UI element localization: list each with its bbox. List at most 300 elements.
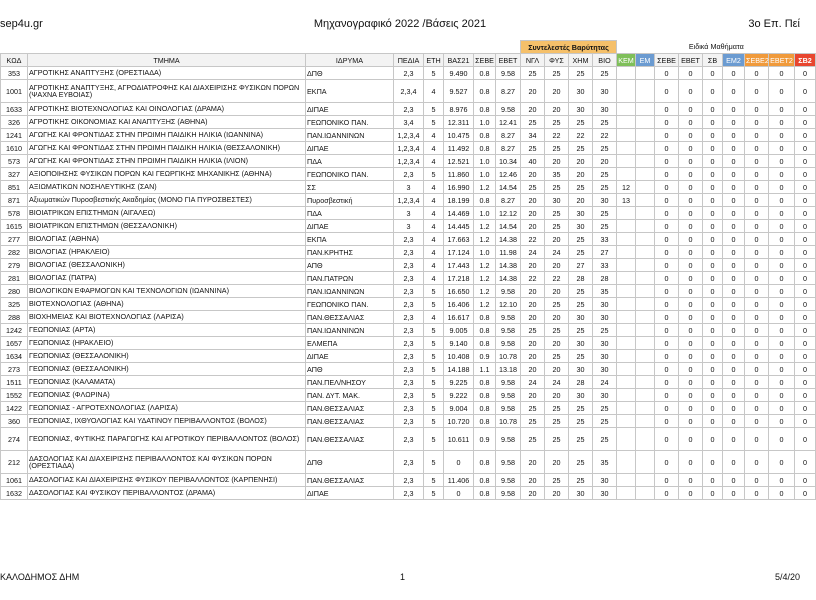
table-cell: 25 bbox=[521, 67, 545, 80]
table-cell: 20 bbox=[521, 487, 545, 500]
table-cell: 0 bbox=[703, 428, 723, 451]
table-cell: 25 bbox=[593, 415, 617, 428]
table-cell: 20 bbox=[521, 168, 545, 181]
table-cell: ΔΙΠΑΕ bbox=[306, 103, 394, 116]
table-cell: 4 bbox=[424, 194, 444, 207]
table-cell: 1.2 bbox=[474, 181, 496, 194]
table-cell bbox=[617, 246, 636, 259]
table-cell: 0 bbox=[444, 487, 474, 500]
table-cell: ΑΓΡΟΤΙΚΗΣ ΑΝΑΠΤΥΞΗΣ (ΟΡΕΣΤΙΑΔΑ) bbox=[28, 67, 306, 80]
table-cell: 0 bbox=[769, 259, 795, 272]
table-cell bbox=[636, 376, 655, 389]
table-cell: ΑΞΙΩΜΑΤΙΚΩΝ ΝΟΣΗΛΕΥΤΙΚΗΣ (ΣΑΝ) bbox=[28, 181, 306, 194]
table-cell: ΒΙΟΙΑΤΡΙΚΩΝ ΕΠΙΣΤΗΜΩΝ (ΘΕΣΣΑΛΟΝΙΚΗ) bbox=[28, 220, 306, 233]
table-cell: 0 bbox=[795, 487, 816, 500]
table-cell: 8.976 bbox=[444, 103, 474, 116]
table-cell: 5 bbox=[424, 474, 444, 487]
table-cell: ΓΕΩΠΟΝΙΑΣ (ΗΡΑΚΛΕΙΟ) bbox=[28, 337, 306, 350]
table-cell: 0 bbox=[679, 129, 703, 142]
table-cell: ΑΓΩΓΗΣ ΚΑΙ ΦΡΟΝΤΙΔΑΣ ΣΤΗΝ ΠΡΩΙΜΗ ΠΑΙΔΙΚΗ ΗΛΙΚΙΑ (ΘΕΣΣΑΛΟΝΙΚΗ) bbox=[28, 142, 306, 155]
table-cell: 8.27 bbox=[496, 129, 521, 142]
table-cell: 30 bbox=[593, 80, 617, 103]
table-cell: 25 bbox=[521, 415, 545, 428]
table-cell: 0 bbox=[679, 168, 703, 181]
table-cell: 22 bbox=[545, 272, 569, 285]
table-cell: 0 bbox=[679, 259, 703, 272]
table-cell: ΒΙΟΛΟΓΙΚΩΝ ΕΦΑΡΜΟΓΩΝ ΚΑΙ ΤΕΧΝΟΛΟΓΙΩΝ (ΙΩΑΝΝΙΝΑ) bbox=[28, 285, 306, 298]
table-cell: 0 bbox=[679, 337, 703, 350]
table-cell: 0 bbox=[745, 363, 769, 376]
table-cell: 25 bbox=[569, 116, 593, 129]
table-cell: 2,3 bbox=[394, 363, 424, 376]
table-cell: 0 bbox=[655, 487, 679, 500]
table-cell: 17.124 bbox=[444, 246, 474, 259]
table-cell: 0 bbox=[745, 298, 769, 311]
table-cell: ΒΙΟΧΗΜΕΙΑΣ ΚΑΙ ΒΙΟΤΕΧΝΟΛΟΓΙΑΣ (ΛΑΡΙΣΑ) bbox=[28, 311, 306, 324]
table-cell: 0 bbox=[745, 451, 769, 474]
table-cell: 0 bbox=[769, 233, 795, 246]
col-header: ΕΒΕΤ bbox=[496, 54, 521, 67]
table-cell: 33 bbox=[593, 233, 617, 246]
table-cell: 0 bbox=[655, 103, 679, 116]
table-cell: 0 bbox=[795, 181, 816, 194]
table-cell: 0 bbox=[723, 181, 745, 194]
footer-author: ΚΑΛΟΔΗΜΟΣ ΔΗΜ bbox=[0, 572, 80, 582]
table-cell: 0 bbox=[655, 350, 679, 363]
table-cell: 2,3 bbox=[394, 474, 424, 487]
table-cell bbox=[636, 207, 655, 220]
table-cell: 573 bbox=[1, 155, 28, 168]
table-cell: 35 bbox=[593, 451, 617, 474]
table-cell: 0 bbox=[723, 474, 745, 487]
table-cell bbox=[636, 103, 655, 116]
table-cell: 20 bbox=[521, 389, 545, 402]
table-cell: 0 bbox=[769, 142, 795, 155]
table-cell: 5 bbox=[424, 350, 444, 363]
table-cell: 0.8 bbox=[474, 474, 496, 487]
site-name: sep4u.gr bbox=[0, 18, 43, 30]
table-cell: 25 bbox=[521, 324, 545, 337]
table-cell bbox=[636, 181, 655, 194]
table-cell: ΠΑΝ.ΠΕΛ/ΝΗΣΟΥ bbox=[306, 376, 394, 389]
table-cell: 24 bbox=[545, 246, 569, 259]
weights-group-label: Συντελεστές Βαρύτητας bbox=[521, 41, 617, 54]
table-cell: ΕΛΜΕΠΑ bbox=[306, 337, 394, 350]
table-cell: 25 bbox=[545, 298, 569, 311]
table-cell bbox=[636, 389, 655, 402]
table-cell: 9.58 bbox=[496, 311, 521, 324]
table-cell: 0 bbox=[745, 389, 769, 402]
table-cell: 14.38 bbox=[496, 272, 521, 285]
table-cell: 9.490 bbox=[444, 67, 474, 80]
table-cell: 0.8 bbox=[474, 389, 496, 402]
table-cell: 12.10 bbox=[496, 298, 521, 311]
table-cell bbox=[636, 142, 655, 155]
table-cell: 0 bbox=[745, 233, 769, 246]
table-cell: 0 bbox=[745, 207, 769, 220]
table-cell: ΔΙΠΑΕ bbox=[306, 487, 394, 500]
table-cell: 0 bbox=[723, 142, 745, 155]
table-cell: 0 bbox=[655, 155, 679, 168]
table-cell: 9.58 bbox=[496, 285, 521, 298]
table-row bbox=[1, 220, 816, 233]
table-cell: ΠΔΑ bbox=[306, 155, 394, 168]
table-cell: 5 bbox=[424, 451, 444, 474]
table-cell: ΓΕΩΠΟΝΙΑΣ (ΚΑΛΑΜΑΤΑ) bbox=[28, 376, 306, 389]
table-row bbox=[1, 285, 816, 298]
table-cell: 0 bbox=[723, 298, 745, 311]
table-cell: 273 bbox=[1, 363, 28, 376]
table-cell: 0 bbox=[679, 142, 703, 155]
table-cell: 0 bbox=[795, 363, 816, 376]
table-row bbox=[1, 337, 816, 350]
table-cell: ΠΑΝ.ΠΑΤΡΩΝ bbox=[306, 272, 394, 285]
table-cell: 0.8 bbox=[474, 194, 496, 207]
table-cell: 0 bbox=[703, 259, 723, 272]
table-cell: 0 bbox=[769, 402, 795, 415]
table-cell: 0 bbox=[655, 246, 679, 259]
table-cell: 25 bbox=[569, 324, 593, 337]
table-cell: 0 bbox=[769, 181, 795, 194]
table-cell: 0 bbox=[745, 246, 769, 259]
table-cell: 0 bbox=[703, 220, 723, 233]
table-cell: 20 bbox=[545, 233, 569, 246]
table-cell: 3 bbox=[394, 220, 424, 233]
table-cell: 10.611 bbox=[444, 428, 474, 451]
table-cell: 0 bbox=[703, 181, 723, 194]
table-cell: 0 bbox=[745, 67, 769, 80]
table-cell: 25 bbox=[545, 350, 569, 363]
table-cell: ΠΑΝ.ΘΕΣΣΑΛΙΑΣ bbox=[306, 428, 394, 451]
table-cell: 18.199 bbox=[444, 194, 474, 207]
table-cell: 25 bbox=[521, 181, 545, 194]
table-cell: 10.475 bbox=[444, 129, 474, 142]
col-header: ΤΜΗΜΑ bbox=[28, 54, 306, 67]
table-cell bbox=[636, 415, 655, 428]
table-cell: 14.188 bbox=[444, 363, 474, 376]
table-cell: 30 bbox=[593, 363, 617, 376]
table-cell bbox=[636, 259, 655, 272]
table-cell: 25 bbox=[593, 67, 617, 80]
table-cell: ΔΠΘ bbox=[306, 67, 394, 80]
table-cell bbox=[636, 272, 655, 285]
table-cell: ΓΕΩΠΟΝΙΑΣ (ΑΡΤΑ) bbox=[28, 324, 306, 337]
table-cell: 1.2 bbox=[474, 233, 496, 246]
table-cell: 4 bbox=[424, 233, 444, 246]
col-header: ΧΗΜ bbox=[569, 54, 593, 67]
table-cell: 0 bbox=[679, 363, 703, 376]
table-cell: 25 bbox=[545, 324, 569, 337]
table-cell: 0 bbox=[745, 415, 769, 428]
table-cell: 16.650 bbox=[444, 285, 474, 298]
table-cell: ΠΑΝ.ΚΡΗΤΗΣ bbox=[306, 246, 394, 259]
table-cell bbox=[636, 402, 655, 415]
table-cell: 0 bbox=[703, 337, 723, 350]
table-cell: 14.38 bbox=[496, 233, 521, 246]
table-cell: 871 bbox=[1, 194, 28, 207]
table-cell: 0 bbox=[769, 337, 795, 350]
table-cell: ΑΓΩΓΗΣ ΚΑΙ ΦΡΟΝΤΙΔΑΣ ΣΤΗΝ ΠΡΩΙΜΗ ΠΑΙΔΙΚΗ ΗΛΙΚΙΑ (ΙΩΑΝΝΙΝΑ) bbox=[28, 129, 306, 142]
table-cell: ΓΕΩΠΟΝΙΑΣ, ΙΧΘΥΟΛΟΓΙΑΣ ΚΑΙ ΥΔΑΤΙΝΟΥ ΠΕΡΙΒΑΛΛΟΝΤΟΣ (ΒΟΛΟΣ) bbox=[28, 415, 306, 428]
table-row bbox=[1, 233, 816, 246]
table-cell: ΠΑΝ. ΔΥΤ. ΜΑΚ. bbox=[306, 389, 394, 402]
table-cell: 0 bbox=[745, 80, 769, 103]
table-cell: 4 bbox=[424, 207, 444, 220]
table-cell: 25 bbox=[569, 233, 593, 246]
table-cell: 0 bbox=[745, 487, 769, 500]
table-cell: 0 bbox=[745, 259, 769, 272]
table-cell: 0 bbox=[723, 285, 745, 298]
table-cell: 0 bbox=[703, 298, 723, 311]
table-cell: 25 bbox=[593, 116, 617, 129]
table-cell: 0 bbox=[795, 311, 816, 324]
table-cell: 0 bbox=[795, 474, 816, 487]
table-cell: 25 bbox=[593, 181, 617, 194]
table-cell: ΑΓΡΟΤΙΚΗΣ ΒΙΟΤΕΧΝΟΛΟΓΙΑΣ ΚΑΙ ΟΙΝΟΛΟΓΙΑΣ (ΔΡΑΜΑ) bbox=[28, 103, 306, 116]
col-header: ΙΔΡΥΜΑ bbox=[306, 54, 394, 67]
table-cell bbox=[617, 337, 636, 350]
table-cell: 0 bbox=[723, 402, 745, 415]
table-cell: 0 bbox=[745, 103, 769, 116]
table-cell: 0 bbox=[769, 116, 795, 129]
table-cell: 1511 bbox=[1, 376, 28, 389]
table-cell bbox=[636, 129, 655, 142]
table-cell: 33 bbox=[593, 259, 617, 272]
table-cell: 20 bbox=[521, 363, 545, 376]
table-cell: 1.0 bbox=[474, 168, 496, 181]
table-cell: 0 bbox=[703, 363, 723, 376]
table-cell: 30 bbox=[569, 389, 593, 402]
table-cell: 0 bbox=[795, 285, 816, 298]
table-cell: 288 bbox=[1, 311, 28, 324]
table-cell: 20 bbox=[521, 207, 545, 220]
table-cell: 1615 bbox=[1, 220, 28, 233]
table-cell: 25 bbox=[569, 428, 593, 451]
col-header: ΦΥΣ bbox=[545, 54, 569, 67]
col-header: ΚΩΔ bbox=[1, 54, 28, 67]
table-cell: 10.78 bbox=[496, 350, 521, 363]
table-cell bbox=[617, 363, 636, 376]
table-cell: 0 bbox=[655, 272, 679, 285]
table-cell: 1634 bbox=[1, 350, 28, 363]
table-cell: 0 bbox=[795, 376, 816, 389]
table-cell bbox=[617, 116, 636, 129]
table-cell: 1.0 bbox=[474, 116, 496, 129]
table-cell: 20 bbox=[521, 259, 545, 272]
table-cell: 25 bbox=[569, 350, 593, 363]
table-cell: ΑΓΩΓΗΣ ΚΑΙ ΦΡΟΝΤΙΔΑΣ ΣΤΗΝ ΠΡΩΙΜΗ ΠΑΙΔΙΚΗ ΗΛΙΚΙΑ (ΙΛΙΟΝ) bbox=[28, 155, 306, 168]
table-cell: 20 bbox=[545, 311, 569, 324]
table-cell: 14.54 bbox=[496, 181, 521, 194]
table-cell: 0 bbox=[723, 363, 745, 376]
table-cell: 5 bbox=[424, 337, 444, 350]
table-cell: 0 bbox=[769, 324, 795, 337]
table-cell: 0 bbox=[679, 350, 703, 363]
table-cell: 0 bbox=[769, 363, 795, 376]
table-cell: 0 bbox=[745, 350, 769, 363]
table-row bbox=[1, 324, 816, 337]
table-cell: 0 bbox=[444, 451, 474, 474]
table-cell: 25 bbox=[521, 428, 545, 451]
table-cell: 0 bbox=[703, 285, 723, 298]
table-cell: ΠΑΝ.ΙΩΑΝΝΙΝΩΝ bbox=[306, 285, 394, 298]
table-cell: 0 bbox=[745, 428, 769, 451]
table-cell: ΠΑΝ.ΙΩΑΝΝΙΝΩΝ bbox=[306, 324, 394, 337]
table-cell: 1632 bbox=[1, 487, 28, 500]
col-header: ΣΒ2 bbox=[795, 54, 816, 67]
table-cell: 2,3 bbox=[394, 415, 424, 428]
table-cell: 0 bbox=[703, 415, 723, 428]
table-cell: 0 bbox=[679, 220, 703, 233]
table-cell: 20 bbox=[545, 285, 569, 298]
table-cell: 2,3 bbox=[394, 428, 424, 451]
table-cell: 20 bbox=[521, 451, 545, 474]
table-cell: 0 bbox=[655, 181, 679, 194]
table-cell: 5 bbox=[424, 376, 444, 389]
table-cell: 9.527 bbox=[444, 80, 474, 103]
table-cell: 0 bbox=[703, 142, 723, 155]
table-cell: 30 bbox=[569, 103, 593, 116]
table-cell: 3 bbox=[394, 181, 424, 194]
table-cell: 20 bbox=[545, 337, 569, 350]
table-cell: ΣΣ bbox=[306, 181, 394, 194]
table-cell: 0 bbox=[795, 168, 816, 181]
table-cell: 1552 bbox=[1, 389, 28, 402]
table-cell: 10.408 bbox=[444, 350, 474, 363]
table-cell: 28 bbox=[569, 272, 593, 285]
table-cell: 12.521 bbox=[444, 155, 474, 168]
table-cell: 0 bbox=[703, 80, 723, 103]
table-cell: 0 bbox=[679, 116, 703, 129]
table-cell: 3 bbox=[394, 207, 424, 220]
table-cell: 20 bbox=[569, 194, 593, 207]
table-cell: 0 bbox=[723, 116, 745, 129]
table-cell bbox=[636, 246, 655, 259]
table-cell: 212 bbox=[1, 451, 28, 474]
table-cell: 25 bbox=[569, 285, 593, 298]
table-row bbox=[1, 272, 816, 285]
table-cell: 5 bbox=[424, 363, 444, 376]
table-cell: 35 bbox=[545, 168, 569, 181]
table-cell: 9.58 bbox=[496, 402, 521, 415]
table-cell: ΓΕΩΠΟΝΙΑΣ (ΦΛΩΡΙΝΑ) bbox=[28, 389, 306, 402]
table-row bbox=[1, 67, 816, 80]
table-cell: 4 bbox=[424, 220, 444, 233]
table-cell: ΓΕΩΠΟΝΙΚΟ ΠΑΝ. bbox=[306, 298, 394, 311]
table-cell: 0 bbox=[745, 311, 769, 324]
table-cell: 20 bbox=[593, 155, 617, 168]
table-cell: 25 bbox=[569, 402, 593, 415]
table-cell: 1422 bbox=[1, 402, 28, 415]
table-cell: 11.492 bbox=[444, 142, 474, 155]
table-cell bbox=[617, 103, 636, 116]
table-cell: 0 bbox=[745, 474, 769, 487]
table-cell: 0 bbox=[795, 337, 816, 350]
table-cell: 9.005 bbox=[444, 324, 474, 337]
table-cell: 0 bbox=[723, 487, 745, 500]
table-cell: 2,3 bbox=[394, 233, 424, 246]
table-cell: 0 bbox=[703, 474, 723, 487]
col-header: ΣΕΒΕ bbox=[655, 54, 679, 67]
table-cell bbox=[636, 350, 655, 363]
table-cell: 0 bbox=[745, 402, 769, 415]
table-cell: 0 bbox=[703, 233, 723, 246]
table-cell: 0 bbox=[795, 451, 816, 474]
table-cell: 9.225 bbox=[444, 376, 474, 389]
table-cell: 0 bbox=[703, 311, 723, 324]
table-cell: 0 bbox=[703, 376, 723, 389]
table-cell: 0 bbox=[655, 80, 679, 103]
table-cell: 22 bbox=[593, 129, 617, 142]
table-cell: 25 bbox=[593, 402, 617, 415]
table-cell: 0 bbox=[679, 487, 703, 500]
table-row bbox=[1, 487, 816, 500]
table-cell: 1,2,3,4 bbox=[394, 194, 424, 207]
table-cell: 0 bbox=[655, 376, 679, 389]
table-cell: 4 bbox=[424, 246, 444, 259]
table-cell: 27 bbox=[593, 246, 617, 259]
table-cell: 17.218 bbox=[444, 272, 474, 285]
table-row bbox=[1, 181, 816, 194]
table-cell: 0 bbox=[655, 207, 679, 220]
table-cell bbox=[636, 298, 655, 311]
table-cell: 20 bbox=[521, 285, 545, 298]
table-row bbox=[1, 80, 816, 103]
table-cell: 0 bbox=[679, 207, 703, 220]
table-cell: 0 bbox=[703, 168, 723, 181]
table-cell: 0.8 bbox=[474, 129, 496, 142]
table-cell: 0 bbox=[655, 233, 679, 246]
table-cell: 30 bbox=[569, 363, 593, 376]
table-cell: 24 bbox=[521, 376, 545, 389]
table-cell bbox=[636, 155, 655, 168]
table-cell bbox=[636, 168, 655, 181]
table-cell: 8.27 bbox=[496, 194, 521, 207]
table-cell: 1610 bbox=[1, 142, 28, 155]
table-cell: 25 bbox=[593, 428, 617, 451]
table-cell: 0 bbox=[655, 168, 679, 181]
table-cell: 360 bbox=[1, 415, 28, 428]
table-cell: 0 bbox=[655, 259, 679, 272]
table-cell: 13.18 bbox=[496, 363, 521, 376]
table-cell bbox=[636, 337, 655, 350]
table-cell bbox=[617, 259, 636, 272]
table-row bbox=[1, 116, 816, 129]
table-cell: 0 bbox=[795, 350, 816, 363]
table-cell: 25 bbox=[545, 415, 569, 428]
table-cell: 851 bbox=[1, 181, 28, 194]
table-cell: 24 bbox=[593, 376, 617, 389]
table-cell: 25 bbox=[593, 324, 617, 337]
table-cell: 0 bbox=[655, 428, 679, 451]
table-cell: 0.8 bbox=[474, 451, 496, 474]
table-cell: 0 bbox=[723, 259, 745, 272]
table-cell: 0 bbox=[655, 129, 679, 142]
table-cell: 20 bbox=[545, 103, 569, 116]
table-cell: 0 bbox=[795, 402, 816, 415]
table-cell: 0 bbox=[723, 155, 745, 168]
table-cell: 0.8 bbox=[474, 402, 496, 415]
table-cell: 25 bbox=[545, 220, 569, 233]
table-cell: 9.58 bbox=[496, 474, 521, 487]
table-cell: 0 bbox=[679, 451, 703, 474]
column-header-row bbox=[1, 54, 816, 67]
table-cell: 20 bbox=[521, 220, 545, 233]
table-cell: 20 bbox=[545, 451, 569, 474]
table-cell: ΓΕΩΠΟΝΙΑΣ - ΑΓΡΟΤΕΧΝΟΛΟΓΙΑΣ (ΛΑΡΙΣΑ) bbox=[28, 402, 306, 415]
table-cell: 25 bbox=[545, 428, 569, 451]
table-cell: 0 bbox=[655, 337, 679, 350]
